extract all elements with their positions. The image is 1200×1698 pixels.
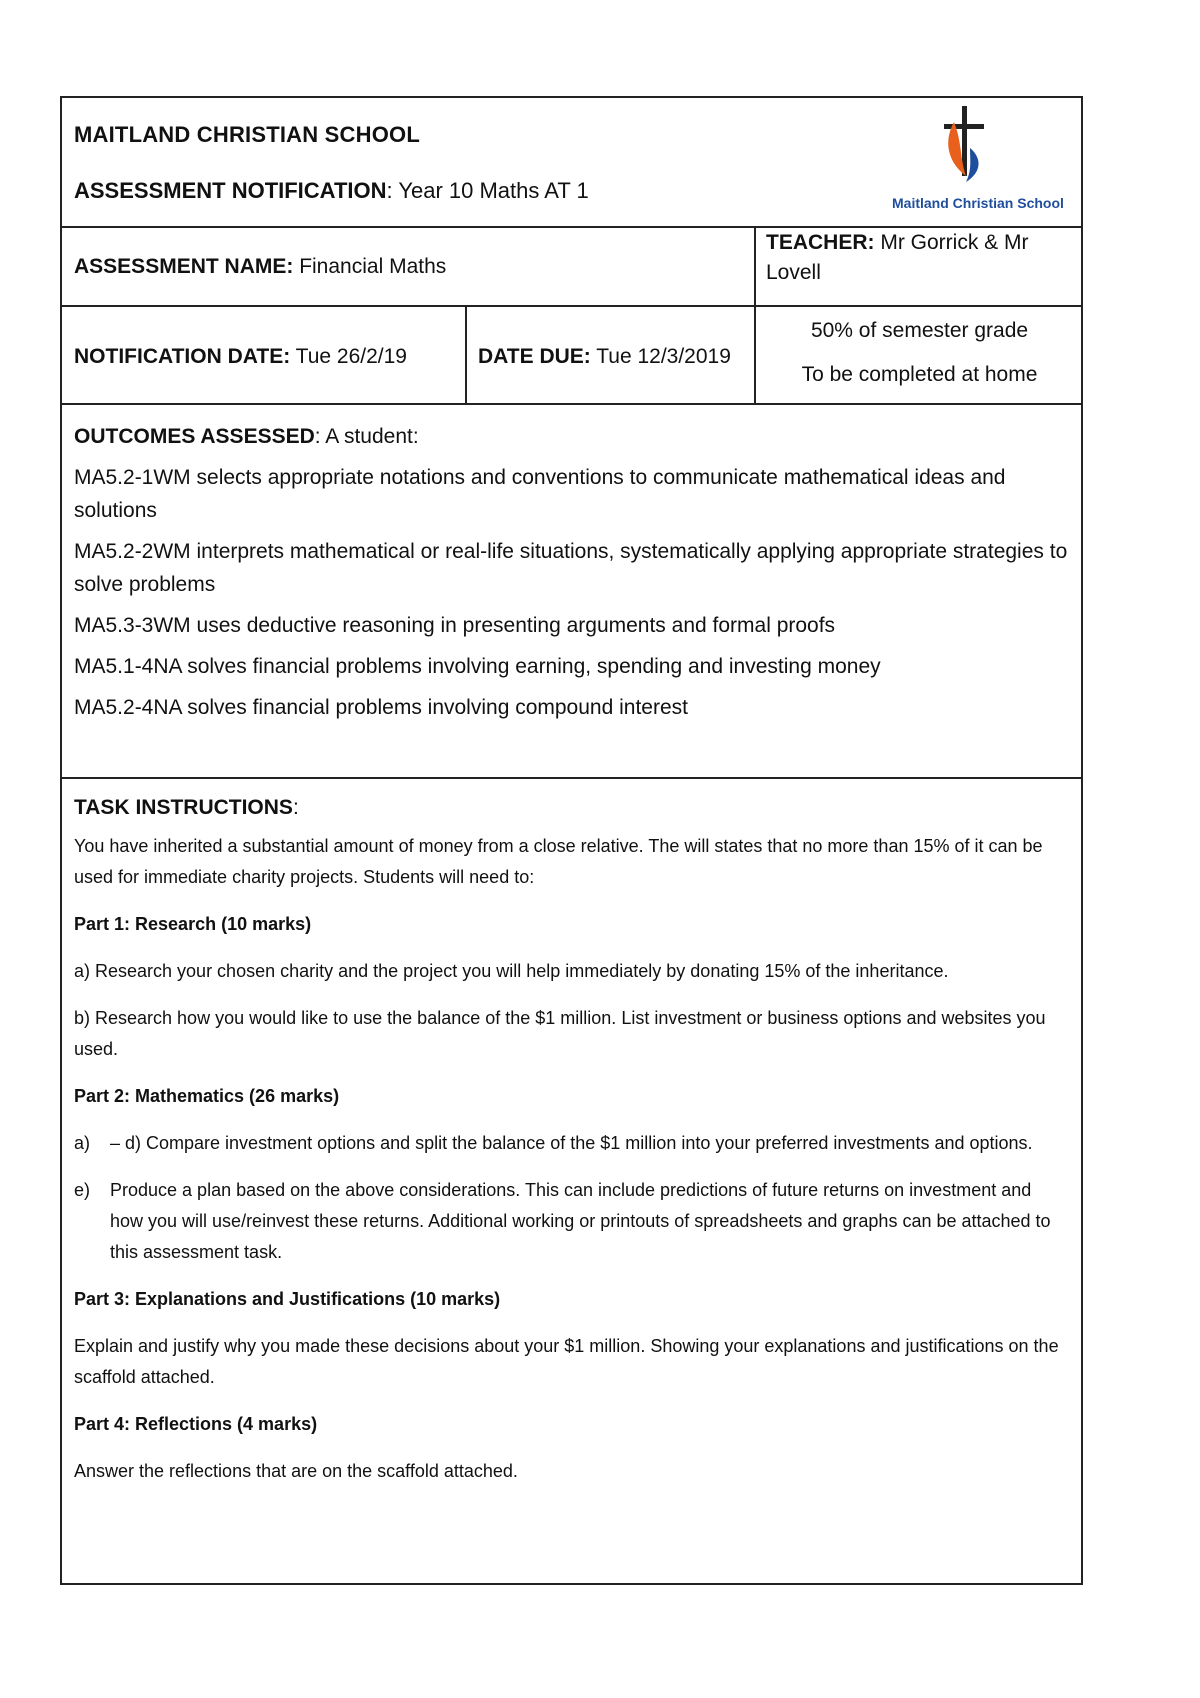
notification-value: : Year 10 Maths AT 1: [386, 178, 589, 203]
part2-e-label: e): [74, 1180, 91, 1200]
part2-e-body: Produce a plan based on the above considerations. This can include predictions of future returns on investment and how you will use/reinvest these returns. Additional working or printouts of spreadsheets and graphs can be attached to this assessment task.: [110, 1180, 1051, 1262]
notification-date-label: NOTIFICATION DATE:: [74, 345, 291, 368]
grade-weight: 50% of semester grade: [810, 319, 1029, 342]
part1-title: Part 1: Research (10 marks): [74, 914, 312, 934]
divider: [62, 403, 1081, 405]
date-due: [478, 342, 731, 372]
part2-e: [74, 1175, 1067, 1268]
divider: [465, 305, 467, 404]
assessment-notification-form: [60, 96, 1083, 1585]
divider: [62, 305, 1081, 307]
school-name: MAITLAND CHRISTIAN SCHOOL: [74, 122, 420, 147]
task-heading: [74, 792, 1067, 823]
outcomes-label: OUTCOMES ASSESSED: [74, 425, 315, 448]
teacher-label: TEACHER:: [766, 231, 875, 254]
task-intro: You have inherited a substantial amount of money from a close relative. The will states that no more than 15% of it can be used for immediate charity projects. Students will need to:: [74, 836, 1043, 887]
outcome-item: MA5.3-3WM uses deductive reasoning in presenting arguments and formal proofs: [74, 614, 836, 637]
divider: [62, 777, 1081, 779]
assessment-name-label: ASSESSMENT NAME:: [74, 255, 294, 278]
outcome-item: MA5.2-2WM interprets mathematical or real-life situations, systematically applying appropriate strategies to solve problems: [74, 540, 1068, 596]
part2-a-body: – d) Compare investment options and split the balance of the $1 million into your preferred investments and options.: [110, 1133, 1033, 1153]
school-logo-icon: [892, 104, 1072, 214]
divider: [754, 226, 756, 306]
outcomes-heading: [74, 420, 1069, 453]
part2-a: [74, 1128, 1067, 1159]
teacher-value: Mr Gorrick & Mr Lovell: [766, 231, 1029, 284]
outcomes-intro: : A student:: [314, 425, 419, 448]
part3-body: Explain and justify why you made these decisions about your $1 million. Showing your explanations and justifications on the scaffold attached.: [74, 1336, 1059, 1387]
part4-title: Part 4: Reflections (4 marks): [74, 1414, 318, 1434]
teacher: [766, 228, 1066, 288]
school-logo: [892, 104, 1072, 214]
outcome-item: MA5.1-4NA solves financial problems involving earning, spending and investing money: [74, 655, 881, 678]
notification-label: ASSESSMENT NOTIFICATION: [74, 178, 387, 203]
logo-text: Maitland Christian School: [892, 195, 1064, 211]
task-label: TASK INSTRUCTIONS: [74, 796, 293, 819]
task-colon: :: [292, 796, 299, 819]
assessment-notification: [74, 176, 589, 206]
completion-location: To be completed at home: [801, 363, 1038, 386]
notification-date: [74, 342, 407, 372]
outcome-item: MA5.2-1WM selects appropriate notations and conventions to communicate mathematical ideas and solutions: [74, 466, 1006, 522]
assessment-name: [74, 252, 446, 282]
outcome-item: MA5.2-4NA solves financial problems involving compound interest: [74, 696, 688, 719]
part3-title: Part 3: Explanations and Justifications (10 marks): [74, 1289, 501, 1309]
task-instructions-section: [74, 792, 1067, 1503]
part2-title: Part 2: Mathematics (26 marks): [74, 1086, 340, 1106]
part1-a: a) Research your chosen charity and the project you will help immediately by donating 15% of the inheritance.: [74, 961, 949, 981]
part4-body: Answer the reflections that are on the scaffold attached.: [74, 1461, 518, 1481]
part1-b: b) Research how you would like to use the balance of the $1 million. List investment or business options and websites you used.: [74, 1008, 1046, 1059]
outcomes-section: [74, 420, 1069, 732]
part2-a-label: a): [74, 1133, 91, 1153]
assessment-name-value: Financial Maths: [293, 255, 447, 278]
date-due-value: Tue 12/3/2019: [590, 345, 731, 368]
date-due-label: DATE DUE:: [478, 345, 591, 368]
notification-date-value: Tue 26/2/19: [290, 345, 407, 368]
